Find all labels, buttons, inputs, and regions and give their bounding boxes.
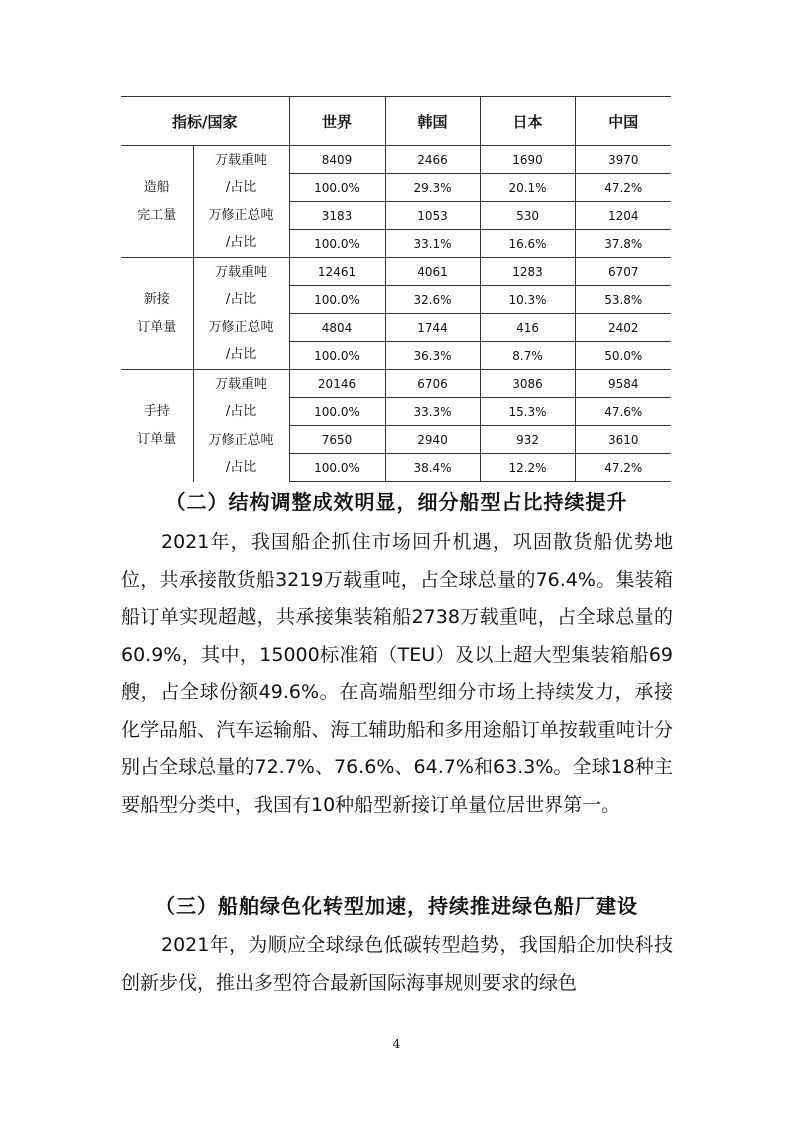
table-row (121, 314, 671, 342)
value-cell: 3183 (289, 202, 385, 230)
value-cell: 2466 (385, 146, 480, 174)
indicator-unit: 万载重吨 (215, 152, 268, 168)
shipbuilding-indicators-table (121, 96, 671, 482)
table-row (121, 426, 671, 454)
indicator-unit: 万载重吨 (215, 376, 268, 392)
value-cell: 3610 (575, 426, 671, 454)
category-line: 新接 (143, 291, 170, 307)
value-cell: 33.1% (385, 230, 480, 258)
value-cell: 100.0% (289, 230, 385, 258)
value-cell: 37.8% (575, 230, 671, 258)
section-3-heading: （三）船舶绿色化转型加速，持续推进绿色船厂建设 (155, 894, 638, 918)
indicator-share: /占比 (225, 235, 257, 251)
value-cell: 4061 (385, 258, 480, 286)
section-2-paragraph: 2021年，我国船企抓住市场回升机遇，巩固散货船优势地位，共承接散货船3219万载重吨，占全球总量的76.4%。集装箱船订单实现超越，共承接集装箱船2738万载重吨，占全球总量的60.9%，其中，15000标准箱（TEU）及以上超大型集装箱船69艘，占全球份额49.6%。在高端船型细分市场上持续发力，承接化学品船、汽车运输船、海工辅助船和多用途船订单按载重吨计分别占全球总量的72.7%、76.6%、64.7%和63.3%。全球18种主要船型分类中，我国有10种船型新接订单量位居世界第一。 (121, 531, 673, 816)
value-cell: 8.7% (480, 342, 575, 370)
value-cell: 36.3% (385, 342, 480, 370)
indicator-unit: 万载重吨 (215, 264, 268, 280)
indicator-share: /占比 (225, 347, 257, 363)
section-3-paragraph: 2021年，为顺应全球绿色低碳转型趋势，我国船企加快科技创新步伐，推出多型符合最新国际海事规则要求的绿色 (121, 934, 673, 994)
indicator-share: /占比 (225, 403, 257, 419)
header-china: 中国 (575, 97, 671, 146)
value-cell: 9584 (575, 370, 671, 398)
header-indicator-country: 指标/国家 (121, 97, 289, 146)
value-cell: 3086 (480, 370, 575, 398)
value-cell: 20146 (289, 370, 385, 398)
indicator-unit: 万修正总吨 (208, 208, 274, 224)
value-cell: 530 (480, 202, 575, 230)
value-cell: 50.0% (575, 342, 671, 370)
value-cell: 1690 (480, 146, 575, 174)
table-row (121, 258, 671, 286)
value-cell: 416 (480, 314, 575, 342)
header-world: 世界 (289, 97, 385, 146)
value-cell: 100.0% (289, 398, 385, 426)
value-cell: 6707 (575, 258, 671, 286)
category-cell (121, 146, 193, 258)
value-cell: 100.0% (289, 174, 385, 202)
value-cell: 29.3% (385, 174, 480, 202)
value-cell: 47.2% (575, 174, 671, 202)
indicator-share: /占比 (225, 459, 257, 475)
value-cell: 38.4% (385, 454, 480, 482)
value-cell: 10.3% (480, 286, 575, 314)
value-cell: 2402 (575, 314, 671, 342)
value-cell: 2940 (385, 426, 480, 454)
value-cell: 6706 (385, 370, 480, 398)
value-cell: 47.2% (575, 454, 671, 482)
header-japan: 日本 (480, 97, 575, 146)
table-row (121, 146, 671, 174)
category-line: 造船 (143, 179, 170, 195)
value-cell: 4804 (289, 314, 385, 342)
value-cell: 16.6% (480, 230, 575, 258)
indicator-cell (193, 202, 289, 258)
value-cell: 100.0% (289, 342, 385, 370)
value-cell: 1744 (385, 314, 480, 342)
value-cell: 7650 (289, 426, 385, 454)
indicator-cell (193, 146, 289, 202)
header-korea: 韩国 (385, 97, 480, 146)
value-cell: 12461 (289, 258, 385, 286)
value-cell: 100.0% (289, 286, 385, 314)
category-cell (121, 370, 193, 482)
table-header-row (121, 97, 671, 146)
indicator-unit: 万修正总吨 (208, 320, 274, 336)
indicator-cell (193, 370, 289, 426)
page-number: 4 (392, 1037, 401, 1051)
category-line: 订单量 (137, 431, 177, 447)
value-cell: 47.6% (575, 398, 671, 426)
section-2-heading: （二）结构调整成效明显，细分船型占比持续提升 (165, 490, 628, 514)
value-cell: 100.0% (289, 454, 385, 482)
indicator-share: /占比 (225, 291, 257, 307)
value-cell: 1053 (385, 202, 480, 230)
value-cell: 932 (480, 426, 575, 454)
value-cell: 32.6% (385, 286, 480, 314)
value-cell: 20.1% (480, 174, 575, 202)
value-cell: 53.8% (575, 286, 671, 314)
table-row (121, 202, 671, 230)
value-cell: 15.3% (480, 398, 575, 426)
table-row (121, 370, 671, 398)
category-line: 订单量 (137, 319, 177, 335)
indicator-cell (193, 258, 289, 314)
value-cell: 1283 (480, 258, 575, 286)
indicator-cell (193, 314, 289, 370)
value-cell: 3970 (575, 146, 671, 174)
indicator-unit: 万修正总吨 (208, 432, 274, 448)
value-cell: 8409 (289, 146, 385, 174)
category-line: 手持 (143, 403, 170, 419)
indicator-cell (193, 426, 289, 482)
value-cell: 33.3% (385, 398, 480, 426)
value-cell: 1204 (575, 202, 671, 230)
category-cell (121, 258, 193, 370)
value-cell: 12.2% (480, 454, 575, 482)
category-line: 完工量 (137, 207, 177, 223)
indicator-share: /占比 (225, 179, 257, 195)
